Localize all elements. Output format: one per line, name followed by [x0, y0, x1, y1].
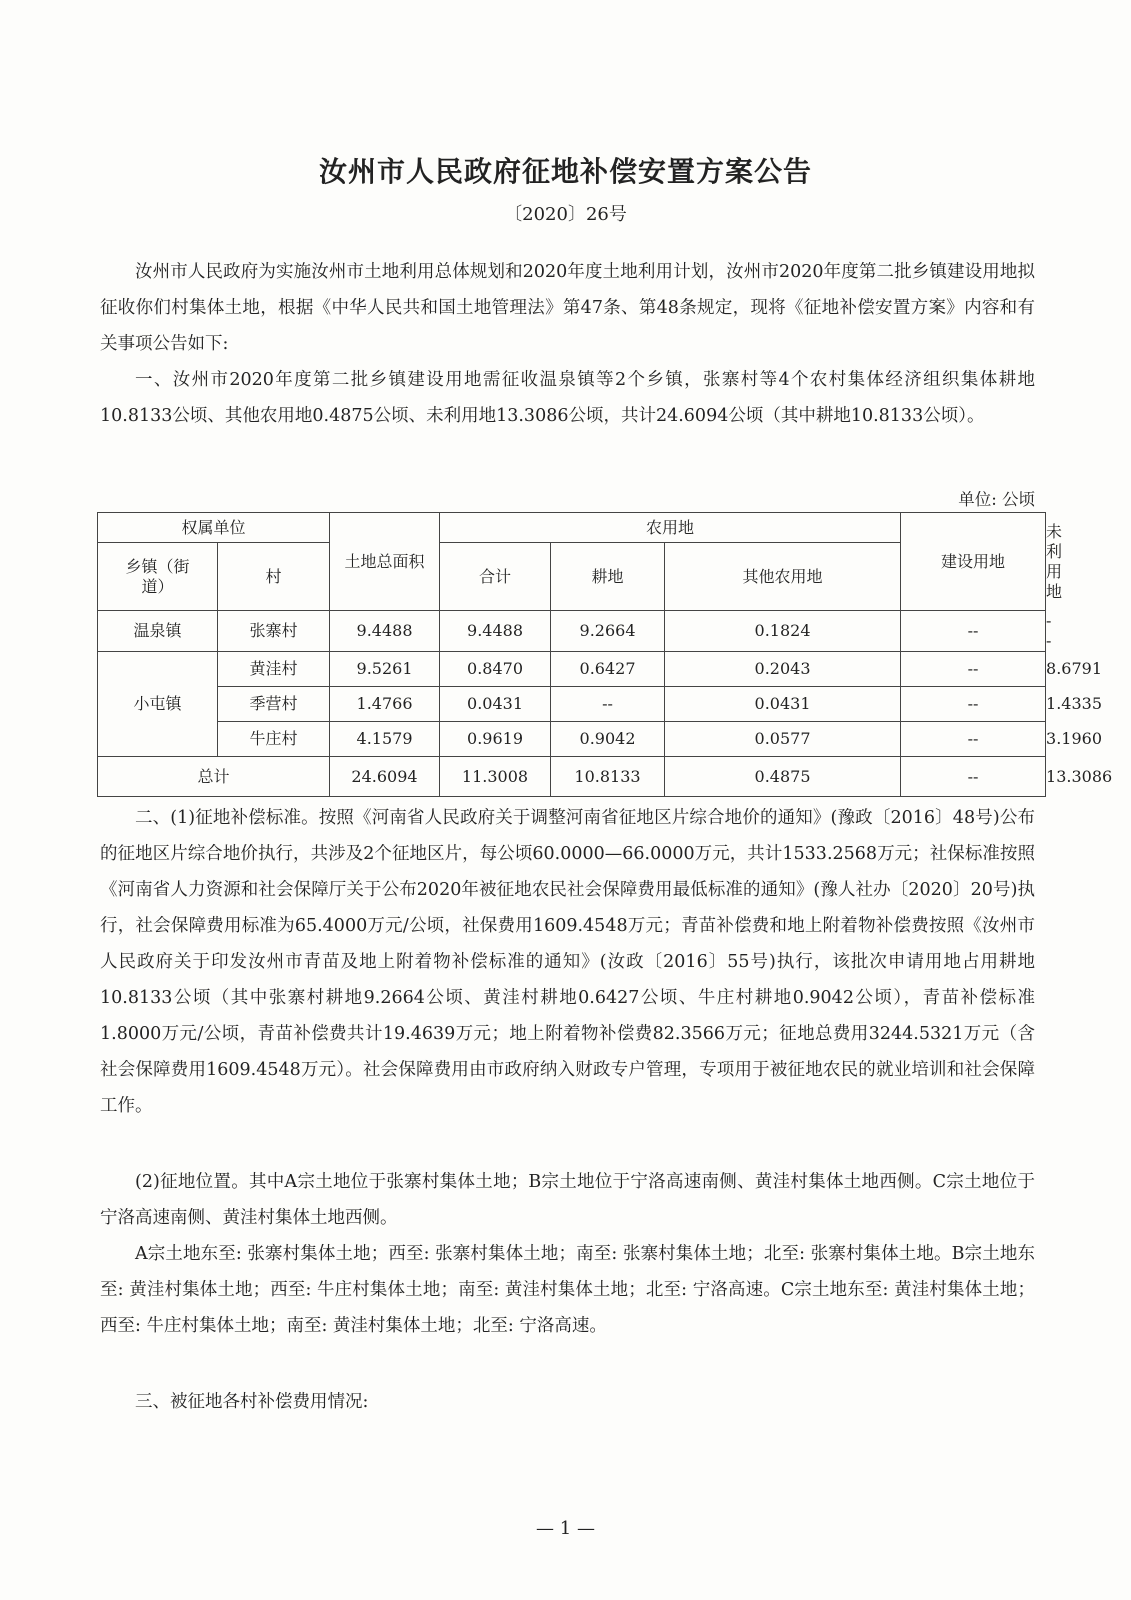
cell-arable: 0.9042 — [551, 722, 665, 757]
cell-construction: -- — [901, 722, 1046, 757]
cell-village: 季营村 — [218, 687, 330, 722]
cell-agri-sum: 0.0431 — [440, 687, 551, 722]
cell-total: 4.1579 — [330, 722, 440, 757]
cell-construction: -- — [901, 652, 1046, 687]
header-total-area: 土地总面积 — [330, 513, 440, 611]
cell-agri-sum: 9.4488 — [440, 611, 551, 652]
table-header-row: 权属单位 土地总面积 农用地 建设用地 未利用地 — [98, 513, 1046, 543]
cell-agri-sum: 0.8470 — [440, 652, 551, 687]
section-2-2-paragraph: (2)征地位置。其中A宗土地位于张寨村集体土地；B宗土地位于宁洛高速南侧、黄洼村集体土地西侧。C宗土地位于宁洛高速南侧、黄洼村集体土地西侧。 — [100, 1172, 1035, 1228]
cell-agri-sum: 11.3008 — [440, 757, 551, 797]
page-number: — 1 — — [536, 1518, 595, 1539]
header-arable: 耕地 — [551, 543, 665, 611]
document-number: 〔2020〕26号 — [504, 204, 627, 225]
cell-agri-sum: 0.9619 — [440, 722, 551, 757]
cell-total: 9.5261 — [330, 652, 440, 687]
header-owner: 权属单位 — [98, 513, 330, 543]
cell-total: 1.4766 — [330, 687, 440, 722]
cell-other-agri: 0.2043 — [665, 652, 901, 687]
header-agricultural: 农用地 — [440, 513, 901, 543]
cell-village: 张寨村 — [218, 611, 330, 652]
section-2-3-paragraph: A宗土地东至: 张寨村集体土地；西至: 张寨村集体土地；南至: 张寨村集体土地；北至: 张寨村集体土地。B宗土地东至: 黄洼村集体土地；西至: 牛庄村集体土地；南至: 黄洼村集体土地；北至: 宁洛高速。C宗土地东至: 黄洼村集体土地；西至: 牛庄村集体土地；南至: 黄洼村集体土地；北至: 宁洛高速。 — [100, 1244, 1035, 1336]
header-village: 村 — [218, 543, 330, 611]
cell-total: 9.4488 — [330, 611, 440, 652]
cell-town: 温泉镇 — [98, 611, 218, 652]
header-town: 乡镇（街道） — [98, 543, 218, 611]
cell-construction: -- — [901, 757, 1046, 797]
section-2-1-paragraph: 二、(1)征地补偿标准。按照《河南省人民政府关于调整河南省征地区片综合地价的通知》(豫政〔2016〕48号)公布的征地区片综合地价执行，共涉及2个征地区片，每公顷60.0000—66.0000万元，共计1533.2568万元；社保标准按照《河南省人力资源和社会保障厅关于公布2020年被征地农民社会保障费用最低标准的通知》(豫人社办〔2020〕20号)执行，社会保障费用标准为65.4000万元/公顷，社保费用1609.4548万元；青苗补偿费和地上附着物补偿费按照《汝州市人民政府关于印发汝州市青苗及地上附着物补偿标准的通知》(汝政〔2016〕55号)执行，该批次申请用地占用耕地10.8133公顷（其中张寨村耕地9.2664公顷、黄洼村耕地0.6427公顷、牛庄村耕地0.9042公顷），青苗补偿标准1.8000万元/公顷，青苗补偿费共计19.4639万元；地上附着物补偿费82.3566万元；征地总费用3244.5321万元（含社会保障费用1609.4548万元）。社会保障费用由市政府纳入财政专户管理，专项用于被征地农民的就业培训和社会保障工作。 — [100, 808, 1035, 1116]
cell-total-label: 总计 — [98, 757, 330, 797]
cell-village: 牛庄村 — [218, 722, 330, 757]
unit-label: 单位: 公顷 — [958, 490, 1035, 509]
table-row: 季营村 1.4766 0.0431 -- 0.0431 -- 1.4335 — [98, 687, 1046, 722]
cell-other-agri: 0.0431 — [665, 687, 901, 722]
header-agri-sum: 合计 — [440, 543, 551, 611]
document-title: 汝州市人民政府征地补偿安置方案公告 — [318, 155, 812, 188]
cell-other-agri: 0.1824 — [665, 611, 901, 652]
cell-village: 黄洼村 — [218, 652, 330, 687]
cell-construction: -- — [901, 611, 1046, 652]
table-row: 牛庄村 4.1579 0.9619 0.9042 0.0577 -- 3.1960 — [98, 722, 1046, 757]
cell-total: 24.6094 — [330, 757, 440, 797]
header-other-agri: 其他农用地 — [665, 543, 901, 611]
cell-construction: -- — [901, 687, 1046, 722]
intro-paragraph: 汝州市人民政府为实施汝州市土地利用总体规划和2020年度土地利用计划，汝州市2020年度第二批乡镇建设用地拟征收你们村集体土地，根据《中华人民共和国土地管理法》第47条、第48条规定，现将《征地补偿安置方案》内容和有关事项公告如下: — [100, 262, 1035, 354]
cell-arable: -- — [551, 687, 665, 722]
land-area-table — [97, 512, 1113, 797]
cell-other-agri: 0.0577 — [665, 722, 901, 757]
cell-arable: 9.2664 — [551, 611, 665, 652]
table-row: 小屯镇 黄洼村 9.5261 0.8470 0.6427 0.2043 -- 8.6791 — [98, 652, 1046, 687]
header-construction: 建设用地 — [901, 513, 1046, 611]
table-row: 温泉镇 张寨村 9.4488 9.4488 9.2664 0.1824 -- -- — [98, 611, 1046, 652]
cell-arable: 10.8133 — [551, 757, 665, 797]
section-3-heading: 三、被征地各村补偿费用情况: — [135, 1392, 369, 1412]
cell-town: 小屯镇 — [98, 652, 218, 757]
section-1-paragraph: 一、汝州市2020年度第二批乡镇建设用地需征收温泉镇等2个乡镇，张寨村等4个农村集体经济组织集体耕地10.8133公顷、其他农用地0.4875公顷、未利用地13.3086公顷，共计24.6094公顷（其中耕地10.8133公顷）。 — [100, 370, 1035, 426]
table-total-row: 总计 24.6094 11.3008 10.8133 0.4875 -- 13.3086 — [98, 757, 1046, 797]
cell-other-agri: 0.4875 — [665, 757, 901, 797]
cell-arable: 0.6427 — [551, 652, 665, 687]
